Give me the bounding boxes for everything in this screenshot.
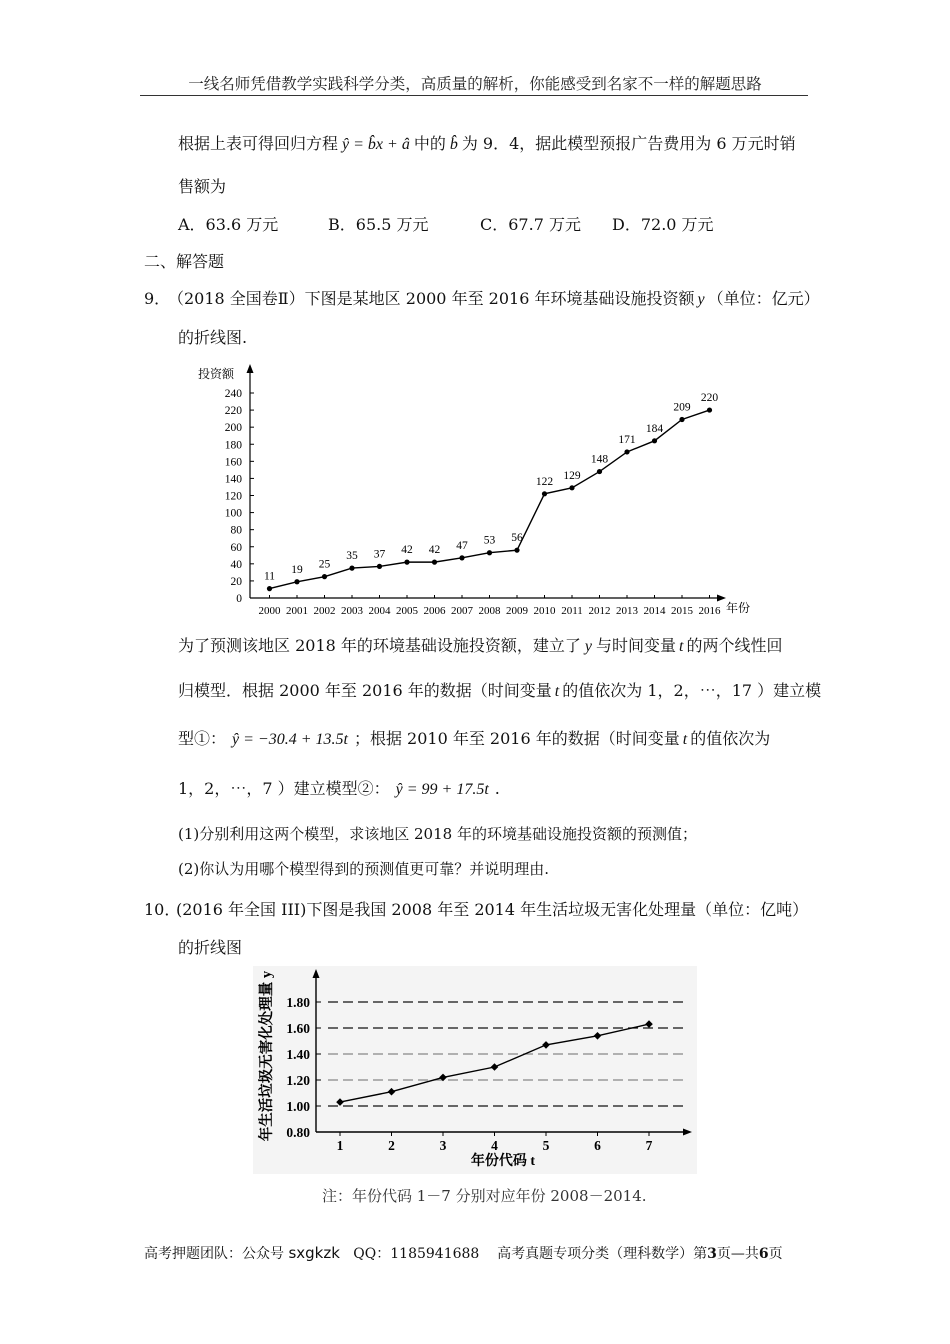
- q8-option-c[interactable]: C．67.7 万元: [480, 215, 581, 234]
- y-tick-label: 60: [230, 541, 242, 554]
- data-point: [645, 1020, 653, 1028]
- x-tick-label: 2000: [258, 605, 281, 617]
- q9-desc4-post: .: [494, 779, 500, 798]
- data-label: 11: [263, 570, 276, 583]
- q9-desc1-y: y: [584, 638, 593, 655]
- footer-qq: 1185941688: [390, 1246, 480, 1262]
- data-label: 25: [318, 558, 331, 571]
- q8-b-hat: b̂: [449, 136, 458, 153]
- q9-desc-line3: [178, 726, 770, 749]
- footer-qq-label: QQ：: [353, 1246, 391, 1262]
- y-tick-label: 100: [224, 507, 242, 520]
- q9-desc1-post: 的两个线性回: [686, 636, 783, 655]
- x-tick-label: 2004: [368, 605, 391, 617]
- footer-series: 高考真题专项分类（理科数学）第: [497, 1246, 708, 1262]
- y-tick-label: 220: [224, 405, 242, 418]
- y-axis-label: 年生活垃圾无害化处理量 y: [259, 970, 275, 1142]
- data-point: [679, 417, 684, 422]
- x-axis-label: 年份代码 t: [470, 1154, 536, 1169]
- q8-line2: 售额为: [178, 177, 227, 196]
- y-tick-label: 240: [224, 388, 242, 400]
- data-point: [487, 550, 492, 555]
- q9-intro-post: （单位：亿元）: [707, 289, 820, 308]
- data-label: 56: [511, 532, 523, 545]
- y-tick-label: 0.80: [286, 1125, 310, 1140]
- series-line: [270, 410, 710, 589]
- y-tick-label: 140: [224, 473, 242, 486]
- series-line: [340, 1024, 649, 1102]
- x-tick-label: 2015: [671, 605, 693, 617]
- x-axis-arrow: [717, 595, 726, 602]
- q9-desc-line2: [178, 678, 821, 701]
- q8-line1-mid: 中的: [413, 134, 446, 153]
- x-tick-label: 2: [388, 1138, 395, 1153]
- x-tick-label: 2013: [616, 605, 638, 617]
- q9-desc3-t: t: [682, 731, 688, 748]
- y-tick-label: 0: [236, 593, 242, 605]
- q9-number: 9．: [144, 289, 171, 308]
- footer-team: 高考押题团队：公众号: [144, 1246, 284, 1262]
- data-label: 35: [346, 550, 358, 563]
- y-tick-label: 40: [230, 558, 242, 571]
- data-label: 148: [590, 453, 609, 466]
- data-point: [404, 560, 409, 565]
- data-label: 42: [428, 544, 441, 557]
- y-axis-arrow: [247, 364, 254, 373]
- x-tick-label: 2008: [478, 605, 501, 617]
- x-tick-label: 3: [439, 1138, 447, 1153]
- data-point: [336, 1098, 344, 1106]
- q8-regression-equation: ŷ = b̂x + â: [342, 136, 410, 153]
- data-label: 47: [456, 539, 468, 552]
- data-label: 122: [535, 475, 554, 488]
- q9-intro-line2: 的折线图.: [178, 328, 248, 347]
- x-tick-label: 2007: [451, 605, 473, 617]
- footer-mid: 页—共: [716, 1246, 759, 1262]
- y-tick-label: 1.00: [286, 1099, 310, 1114]
- y-axis-label: 投资额: [198, 367, 235, 381]
- y-tick-label: 160: [224, 456, 242, 469]
- q9-desc3-pre: 型①：: [178, 729, 227, 748]
- page-header: 一线名师凭借教学实践科学分类，高质量的解析，你能感受到名家不一样的解题思路: [188, 75, 762, 93]
- footer-end: 页: [768, 1246, 783, 1262]
- x-tick-label: 4: [491, 1138, 498, 1153]
- data-label: 129: [563, 469, 581, 482]
- data-label: 19: [291, 563, 303, 576]
- y-tick-label: 20: [230, 575, 242, 588]
- data-label: 220: [700, 392, 719, 405]
- data-point: [542, 1041, 550, 1049]
- q9-desc1-pre: 为了预测该地区 2018 年的环境基础设施投资额，建立了: [178, 636, 581, 655]
- y-axis-arrow: [313, 969, 320, 978]
- x-tick-label: 2006: [423, 605, 446, 617]
- data-point: [432, 560, 437, 565]
- data-point: [491, 1063, 499, 1071]
- data-point: [349, 566, 354, 571]
- data-point: [322, 574, 327, 579]
- footer-page-number: 3: [707, 1246, 717, 1262]
- q9-model1: ŷ = −30.4 + 13.5t: [232, 731, 348, 748]
- data-point: [652, 438, 657, 443]
- data-point: [624, 449, 629, 454]
- x-tick-label: 2012: [588, 605, 611, 617]
- y-tick-label: 80: [230, 524, 242, 537]
- q8-option-b[interactable]: B．65.5 万元: [328, 215, 429, 234]
- data-point: [514, 548, 519, 553]
- q9-desc4-pre: 1，2，⋯，7 ）建立模型②：: [178, 779, 390, 798]
- q8-line1-post: 为 9．4，据此模型预报广告费用为 6 万元时销: [461, 134, 796, 153]
- y-tick-label: 180: [224, 439, 242, 452]
- y-tick-label: 1.80: [286, 995, 310, 1010]
- q9-intro-pre: （2018 全国卷Ⅱ）下图是某地区 2000 年至 2016 年环境基础设施投资额: [168, 289, 695, 308]
- x-tick-label: 2010: [533, 605, 556, 617]
- data-label: 209: [673, 401, 691, 414]
- data-label: 171: [618, 433, 636, 446]
- footer-account: sxgkzk: [288, 1244, 340, 1262]
- x-tick-label: 5: [542, 1138, 550, 1153]
- investment-line-chart: [196, 360, 756, 622]
- q10-intro-line2: 的折线图: [178, 938, 243, 957]
- q10-intro-line1: (2016 年全国 III)下图是我国 2008 年至 2014 年生活垃圾无害化处理量（单位：亿吨）: [176, 900, 809, 919]
- data-point: [542, 491, 547, 496]
- q9-desc1-t: t: [679, 638, 684, 655]
- q9-desc2-pre: 归模型．根据 2000 年至 2016 年的数据（时间变量: [178, 681, 552, 700]
- data-point: [459, 555, 464, 560]
- data-point: [569, 485, 574, 490]
- data-point: [267, 586, 272, 591]
- q9-desc2-post: 的值依次为 1，2，⋯，17 ）建立模: [562, 681, 822, 700]
- x-axis-arrow: [683, 1129, 692, 1136]
- x-tick-label: 2011: [561, 605, 583, 617]
- q10-number: 10．: [144, 900, 181, 919]
- x-tick-label: 2005: [396, 605, 418, 617]
- page-footer: [144, 1243, 783, 1263]
- footer-total-pages: 6: [758, 1246, 769, 1262]
- y-tick-label: 1.40: [286, 1047, 310, 1062]
- section-title: 二、解答题: [144, 252, 225, 271]
- data-label: 37: [373, 548, 386, 561]
- y-tick-label: 1.60: [286, 1021, 310, 1036]
- q9-subquestion-2: (2)你认为用哪个模型得到的预测值更可靠？并说明理由.: [178, 860, 550, 878]
- x-tick-label: 2014: [643, 605, 666, 617]
- y-tick-label: 120: [224, 490, 242, 503]
- x-tick-label: 2001: [286, 605, 308, 617]
- q9-desc1-mid: 与时间变量: [596, 636, 677, 655]
- data-point: [294, 579, 299, 584]
- q9-intro-var: y: [697, 291, 705, 308]
- x-tick-label: 2009: [506, 605, 528, 617]
- x-tick-label: 6: [594, 1138, 601, 1153]
- q9-model2: ŷ = 99 + 17.5t: [395, 781, 489, 798]
- x-tick-label: 1: [336, 1138, 344, 1153]
- waste-treatment-line-chart: [253, 966, 697, 1174]
- q9-subquestion-1: (1)分别利用这两个模型，求该地区 2018 年的环境基础设施投资额的预测值；: [178, 825, 697, 843]
- q8-option-a[interactable]: A．63.6 万元: [178, 215, 279, 234]
- q9-intro-line1: [168, 286, 820, 309]
- x-tick-label: 2003: [341, 605, 363, 617]
- q8-line1: [178, 131, 796, 154]
- x-tick-label: 2016: [698, 605, 721, 617]
- data-label: 53: [483, 534, 496, 547]
- data-label: 184: [645, 422, 664, 435]
- data-point: [594, 1032, 602, 1040]
- y-tick-label: 1.20: [286, 1073, 310, 1088]
- data-point: [388, 1088, 396, 1096]
- data-point: [377, 564, 382, 569]
- x-tick-label: 2002: [313, 605, 336, 617]
- x-axis-label: 年份: [726, 601, 751, 615]
- y-tick-label: 200: [224, 422, 242, 435]
- data-point: [597, 469, 602, 474]
- q9-desc-line4: [178, 776, 500, 799]
- q8-option-d[interactable]: D．72.0 万元: [612, 215, 714, 234]
- q9-desc-line1: [178, 633, 783, 656]
- x-tick-label: 7: [645, 1138, 653, 1153]
- q9-desc2-t: t: [554, 683, 560, 700]
- header-rule: [140, 95, 808, 96]
- data-point: [707, 407, 712, 412]
- data-label: 42: [401, 544, 413, 557]
- q8-line1-pre: 根据上表可得回归方程: [178, 134, 339, 153]
- q10-note: 注：年份代码 1－7 分别对应年份 2008－2014.: [322, 1187, 647, 1205]
- q9-desc3-post-a: ；根据 2010 年至 2016 年的数据（时间变量: [353, 729, 680, 748]
- q9-desc3-post-b: 的值依次为: [690, 729, 771, 748]
